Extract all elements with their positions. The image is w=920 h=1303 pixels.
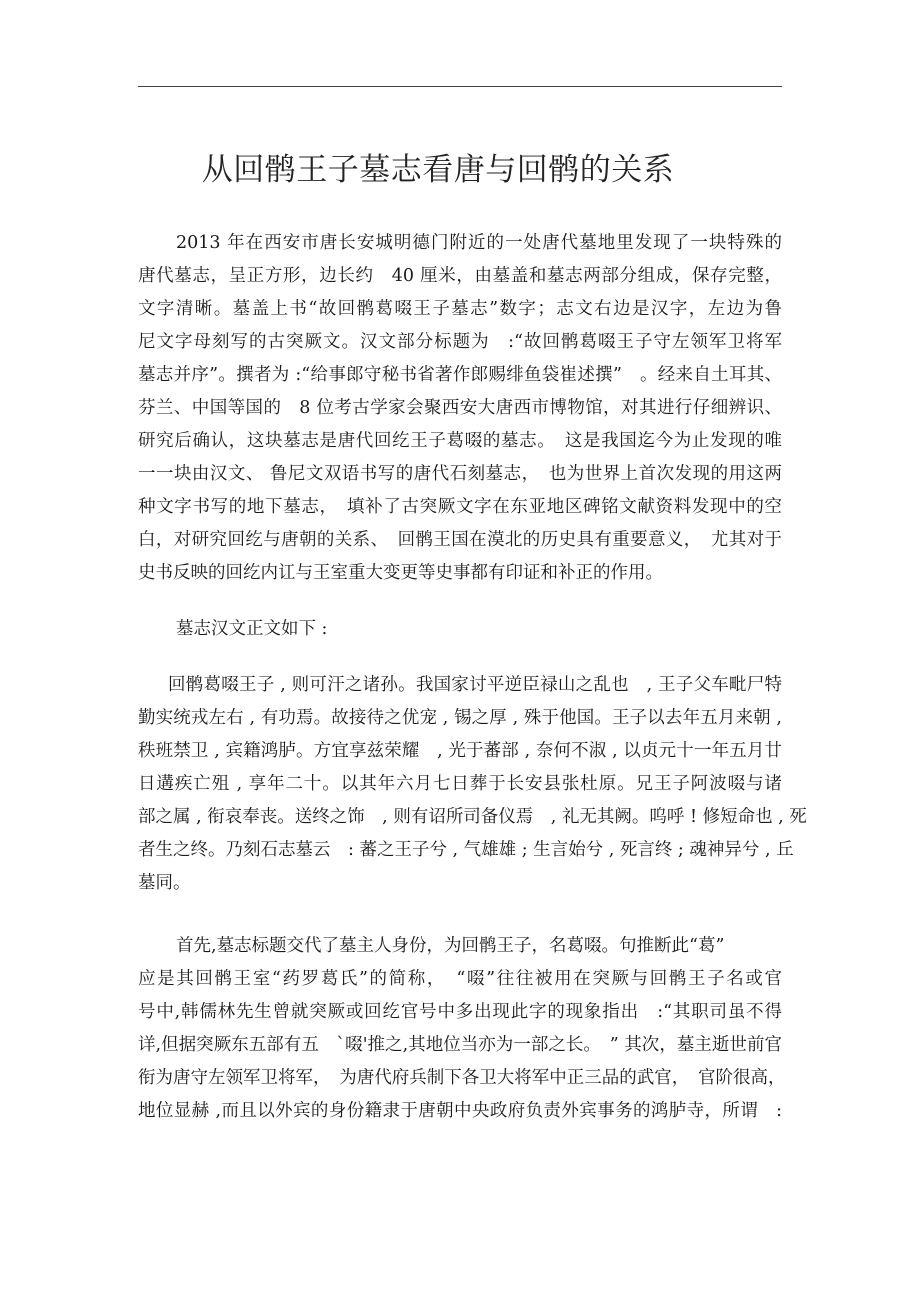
text-line: 芬兰、中国等国的 8 位考古学家会聚西安大唐西市博物馆，对其进行仔细辨识、 — [138, 398, 782, 418]
text-line: 衔为唐守左领军卫将军， 为唐代府兵制下各卫大将军中正三品的武官， 官阶很高， — [138, 1068, 786, 1088]
text-line: 史书反映的回纥内讧与王室重大变更等史事都有印证和补正的作用。 — [138, 563, 663, 583]
text-line: 部之属 , 衔哀奉丧。送终之饰 , 则有诏所司备仪焉 , 礼无其阙。呜呼 ! 修短命也 , 死 — [138, 807, 807, 827]
text-line: 种文字书写的地下墓志， 填补了古突厥文字在东亚地区碑铭文献资料发现中的空 — [138, 497, 782, 517]
text-line: 白，对研究回纥与唐朝的关系、 回鹘王国在漠北的历史具有重要意义， 尤其对于 — [138, 530, 782, 550]
text-line: 者生之终。乃刻石志墓云 : 蕃之王子兮 , 气雄雄 ; 生言始兮 , 死言终 ; 魂神异兮 , 丘 — [138, 840, 794, 860]
text-line: 地位显赫 ,而且以外宾的身份籍隶于唐朝中央政府负责外宾事务的鸿胪寺，所谓 : — [138, 1101, 782, 1121]
text-line: 日遘疾亡殂 , 享年二十。以其年六月七日葬于长安县张杜原。兄王子阿波啜与诸 — [138, 774, 782, 794]
text-line: 应是其回鹘王室“药罗葛氏”的简称， “啜”往往被用在突厥与回鹘王子名或官 — [138, 969, 782, 989]
header-rule — [138, 86, 782, 87]
text-line: 尼文字母刻写的古突厥文。汉文部分标题为 :“故回鹘葛啜王子守左领军卫将军 — [138, 332, 782, 352]
text-line: 秩班禁卫 , 宾籍鸿胪。方宜享兹荣耀 , 光于蕃部 , 奈何不淑 , 以贞元十一年五月廿 — [138, 741, 782, 761]
text-line: 首先,墓志标题交代了墓主人身份，为回鹘王子，名葛啜。句推断此“葛” — [176, 936, 725, 956]
text-line: 2013 年在西安市唐长安城明德门附近的一处唐代墓地里发现了一块特殊的 — [176, 233, 782, 253]
text-line: 墓志并序”。撰者为 :“给事郎守秘书省著作郎赐绯鱼袋崔述撰” 。经来自土耳其、 — [138, 365, 782, 385]
text-line: 一一块由汉文、 鲁尼文双语书写的唐代石刻墓志， 也为世界上首次发现的用这两 — [138, 464, 782, 484]
text-line: 文字清晰。墓盖上书“故回鹘葛啜王子墓志”数字；志文右边是汉字，左边为鲁 — [138, 299, 782, 319]
page-title: 从回鹘王子墓志看唐与回鹘的关系 — [201, 152, 675, 188]
text-line: 详,但据突厥东五部有五 `啜'推之,其地位当亦为一部之长。 ” 其次，墓主逝世前官 — [138, 1035, 782, 1055]
paragraph-heading-inscription: 墓志汉文正文如下 : — [176, 619, 328, 639]
text-line: 回鹘葛啜王子 , 则可汗之诸孙。我国家讨平逆臣禄山之乱也 , 王子父车毗尸特 — [168, 675, 782, 695]
text-line: 号中,韩儒林先生曾就突厥或回纥官号中多出现此字的现象指出 :“其职司虽不得 — [138, 1002, 782, 1022]
text-line: 勤实统戎左右 , 有功焉。故接待之优宠 , 锡之厚 , 殊于他国。王子以去年五月来朝 , — [138, 708, 782, 728]
text-line: 唐代墓志，呈正方形，边长约 40 厘米，由墓盖和墓志两部分组成，保存完整， — [138, 266, 782, 286]
text-line: 墓同。 — [138, 873, 191, 893]
text-line: 研究后确认，这块墓志是唐代回纥王子葛啜的墓志。 这是我国迄今为止发现的唯 — [138, 431, 782, 451]
